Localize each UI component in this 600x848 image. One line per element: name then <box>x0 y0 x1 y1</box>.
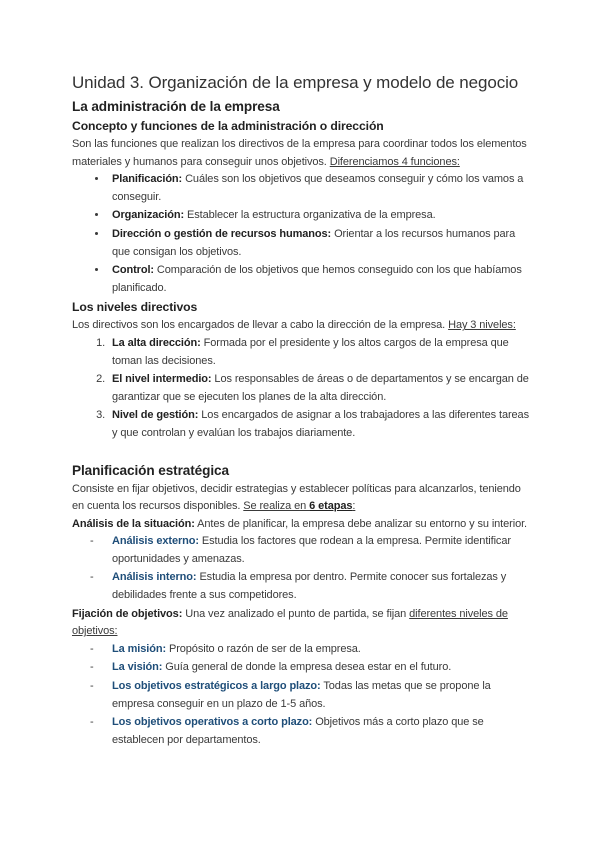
analisis-list <box>72 533 530 604</box>
definition: Formada por el presidente y los altos cargos de la empresa que toman las decisiones. <box>112 336 509 367</box>
text: Antes de planificar, la empresa debe analizar su entorno y su interior. <box>194 517 527 530</box>
paragraph-funciones <box>72 136 530 171</box>
definition: Los encargados de asignar a los trabajadores a las diferentes tareas y que controlan y evalúan los trabajos diariamente. <box>112 409 529 439</box>
list-item <box>108 335 530 370</box>
underlined-text: diferentes niveles de objetivos: <box>72 607 508 638</box>
definition: Cuáles son los objetivos que deseamos conseguir y cómo los vamos a conseguir. <box>112 173 524 203</box>
spacer <box>72 444 530 461</box>
list-item <box>108 226 530 261</box>
term: Fijación de objetivos: <box>72 607 183 620</box>
definition: Propósito o razón de ser de la empresa. <box>166 642 361 655</box>
term: La visión: <box>112 661 163 674</box>
definition: Objetivos más a corto plazo que se establecen por departamentos. <box>112 716 484 746</box>
definition: Guía general de donde la empresa desea estar en el futuro. <box>162 661 452 674</box>
list-item <box>108 207 530 225</box>
term: La alta dirección: <box>112 336 201 349</box>
text: Consiste en fijar objetivos, decidir estrategias y establecer políticas para alcanzarlos, teniendo en cuenta los recursos disponibles. <box>72 482 521 513</box>
underlined-text: Diferenciamos 4 funciones: <box>329 155 460 168</box>
list-item <box>108 569 530 604</box>
text: Son las funciones que realizan los directivos de la empresa para coordinar todos los elementos materiales y humanos para conseguir unos objetivos. <box>72 138 527 168</box>
paragraph-planificacion <box>72 481 530 516</box>
paragraph-niveles <box>72 317 530 335</box>
term: Los objetivos estratégicos a largo plazo: <box>112 680 321 693</box>
list-item <box>108 678 530 713</box>
definition: Orientar a los recursos humanos para que consigan los objetivos. <box>112 227 516 258</box>
term: Dirección o gestión de recursos humanos: <box>112 227 332 240</box>
definition: Estudia la empresa por dentro. Permite conocer sus fortalezas y debilidades frente a sus competidores. <box>112 571 507 602</box>
definition: Estudia los factores que rodean a la empresa. Permite identificar oportunidades y amenazas. <box>112 535 511 565</box>
subheading-concepto: Concepto y funciones de la administración o dirección <box>72 119 384 133</box>
term: Análisis interno: <box>112 571 197 584</box>
section-heading-administracion: La administración de la empresa <box>72 99 280 114</box>
term: El nivel intermedio: <box>112 373 212 386</box>
list-item <box>108 659 530 677</box>
term: Análisis de la situación: <box>72 517 195 530</box>
list-item <box>108 407 530 442</box>
list-item <box>108 714 530 749</box>
list-item <box>108 641 530 659</box>
underlined-text: Hay 3 niveles: <box>448 319 516 332</box>
text: Los directivos son los encargados de llevar a cabo la dirección de la empresa. <box>72 319 449 332</box>
underlined-text: : <box>352 500 356 513</box>
definition: Todas las metas que se propone la empresa conseguir en un plazo de 1-5 años. <box>112 680 491 710</box>
underlined-bold-text: 6 etapas <box>309 500 353 513</box>
document-page <box>72 72 530 750</box>
paragraph-analisis <box>72 516 530 534</box>
paragraph-fijacion <box>72 606 530 641</box>
definition: Establecer la estructura organizativa de la empresa. <box>184 209 436 222</box>
list-item <box>108 533 530 568</box>
term: Los objetivos operativos a corto plazo: <box>112 716 313 729</box>
section-heading-planificacion: Planificación estratégica <box>72 462 229 478</box>
list-item <box>108 171 530 206</box>
term: Planificación: <box>112 173 183 186</box>
term: Control: <box>112 264 154 277</box>
term: Organización: <box>112 209 185 222</box>
definition: Los responsables de áreas o de departamentos y se encargan de garantizar que se ejecuten los planes de la alta dirección. <box>112 373 529 403</box>
document-title: Unidad 3. Organización de la empresa y modelo de negocio <box>72 73 519 92</box>
list-item <box>108 371 530 406</box>
term: La misión: <box>112 642 167 655</box>
term: Nivel de gestión: <box>112 409 199 422</box>
funciones-list <box>72 171 530 297</box>
text: Una vez analizado el punto de partida, se fijan <box>182 607 410 620</box>
niveles-list <box>72 335 530 443</box>
list-item <box>108 262 530 297</box>
term: Análisis externo: <box>112 535 199 548</box>
underlined-text: Se realiza en <box>243 500 310 513</box>
definition: Comparación de los objetivos que hemos conseguido con los que habíamos planificado. <box>112 264 522 294</box>
objetivos-list <box>72 641 530 750</box>
subheading-niveles: Los niveles directivos <box>72 300 198 315</box>
